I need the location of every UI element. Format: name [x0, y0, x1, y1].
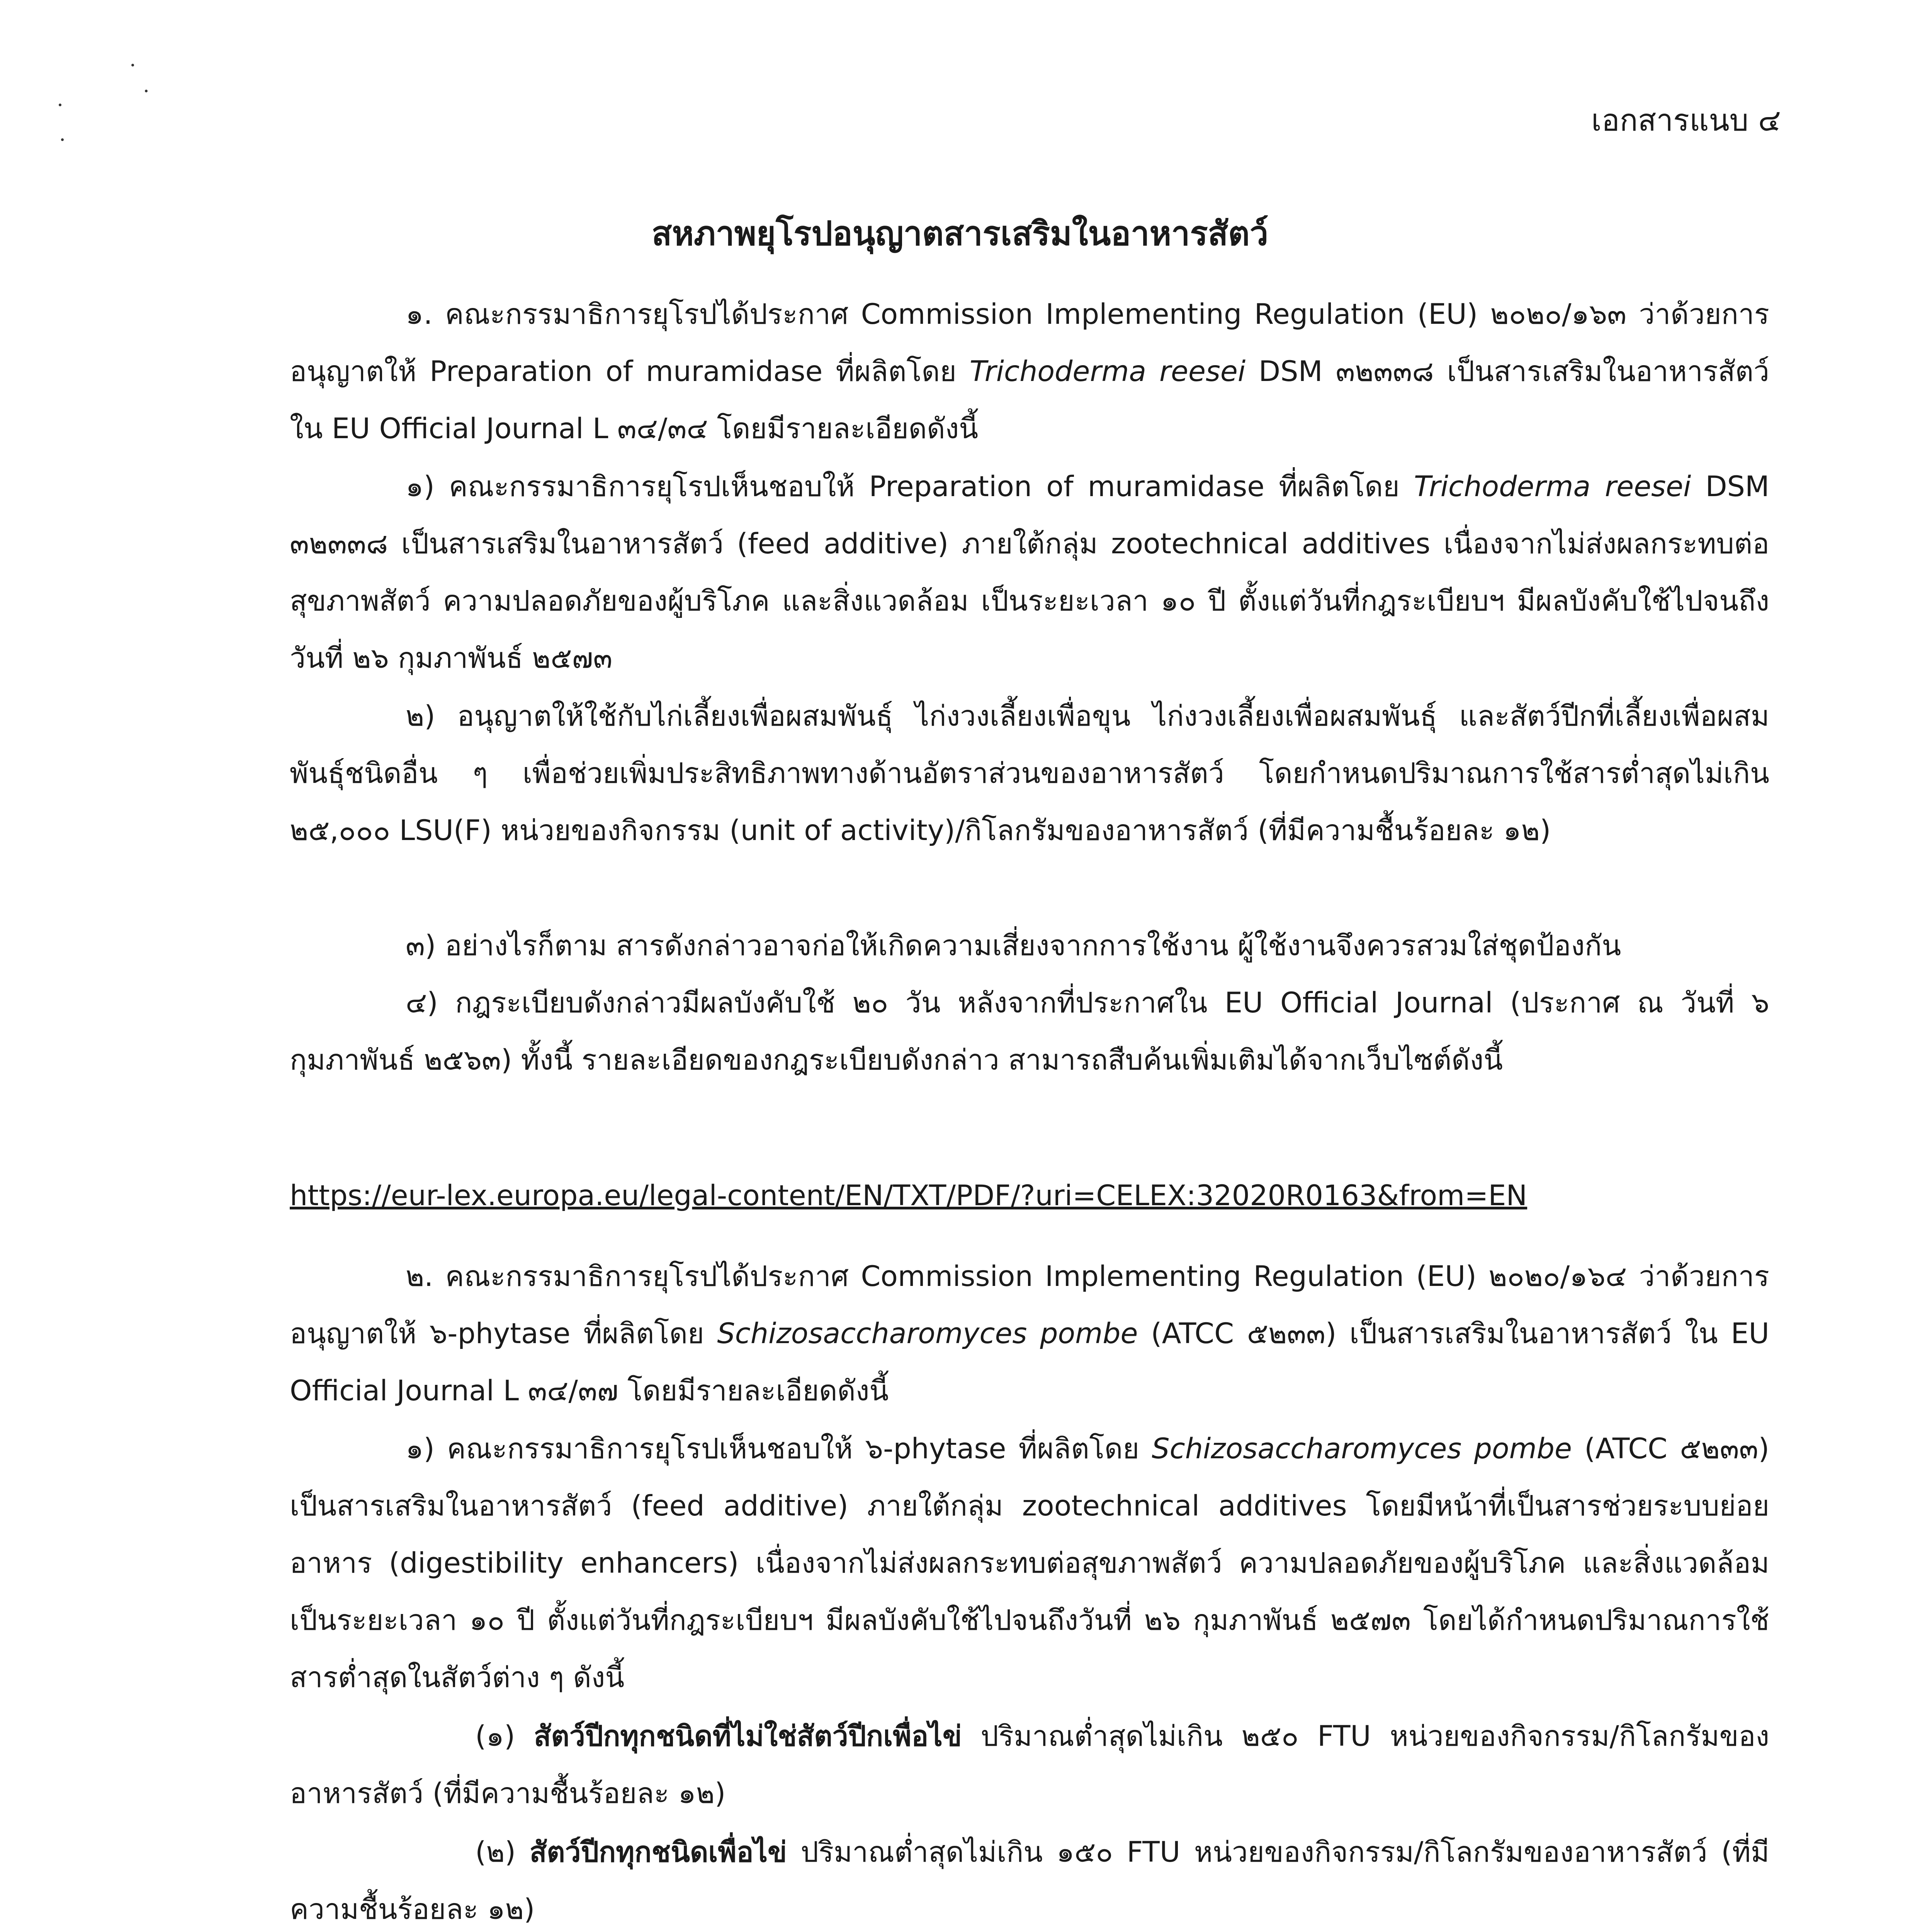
- dosage-text: ปริมาณต่ำสุดไม่เกิน ๑๕๐ FTU หน่วยของกิจกรรม/กิโลกรัมของอาหารสัตว์ (ที่มีความชื้นร้อยละ ๑๒): [290, 1836, 1769, 1926]
- annex-label: เอกสารแนบ ๔: [1591, 103, 1781, 138]
- species-name: Trichoderma reesei: [969, 355, 1246, 388]
- species-name: Schizosaccharomyces pombe: [717, 1317, 1138, 1350]
- animal-group: สัตว์ปีกทุกชนิดที่ไม่ใช่สัตว์ปีกเพื่อไข่: [534, 1720, 962, 1753]
- scan-speck: [131, 64, 134, 66]
- section2-item1-text: ๑) คณะกรรมาธิการยุโรปเห็นชอบให้ ๖-phytase ที่ผลิตโดย: [406, 1432, 1152, 1465]
- section2-intro-text: ๒. คณะกรรมาธิการยุโรปได้ประกาศ Commission Implementing Regulation (EU) ๒๐๒๐/๑๖๔ ว่าด้วยการอนุญาตให้ ๖-phytase ที่ผลิตโดย: [290, 1260, 1769, 1350]
- species-name: Schizosaccharomyces pombe: [1152, 1432, 1572, 1465]
- section1-item1-text-cont: DSM ๓๒๓๓๘ เป็นสารเสริมในอาหารสัตว์ (feed additive) ภายใต้กลุ่ม zootechnical additives เนื่องจากไม่ส่งผลกระทบต่อสุขภาพสัตว์ ความปลอดภัยของผู้บริโภค และสิ่งแวดล้อม เป็นระยะเวลา ๑๐ ปี ตั้งแต่วันที่กฎระเบียบฯ มีผลบังคับใช้ไปจนถึงวันที่ ๒๖ กุมภาพันธ์ ๒๕๗๓: [290, 470, 1769, 675]
- scan-speck: [61, 138, 64, 141]
- regulation-link[interactable]: https://eur-lex.europa.eu/legal-content/EN/TXT/PDF/?uri=CELEX:32020R0163&from=EN: [290, 1179, 1528, 1212]
- scan-speck: [59, 104, 61, 106]
- section1-item4: ๔) กฎระเบียบดังกล่าวมีผลบังคับใช้ ๒๐ วัน หลังจากที่ประกาศใน EU Official Journal (ประกาศ ณ วันที่ ๖ กุมภาพันธ์ ๒๕๖๓) ทั้งนี้ รายละเอียดของกฎระเบียบดังกล่าว สามารถสืบค้นเพิ่มเติมได้จากเว็บไซต์ดังนี้: [290, 986, 1769, 1077]
- section1-item2: ๒) อนุญาตให้ใช้กับไก่เลี้ยงเพื่อผสมพันธุ์ ไก่งวงเลี้ยงเพื่อขุน ไก่งวงเลี้ยงเพื่อผสมพันธุ์ และสัตว์ปีกที่เลี้ยงเพื่อผสมพันธุ์ชนิดอื่น ๆ เพื่อช่วยเพิ่มประสิทธิภาพทางด้านอัตราส่วนของอาหารสัตว์ โดยกำหนดปริมาณการใช้สารต่ำสุดไม่เกิน ๒๕,๐๐๐ LSU(F) หน่วยของกิจกรรม (unit of activity)/กิโลกรัมของอาหารสัตว์ (ที่มีความชื้นร้อยละ ๑๒): [290, 700, 1769, 847]
- dosage-item-2: [290, 1824, 1769, 1932]
- section1-item3: ๓) อย่างไรก็ตาม สารดังกล่าวอาจก่อให้เกิดความเสี่ยงจากการใช้งาน ผู้ใช้งานจึงควรสวมใส่ชุดป้องกัน: [406, 929, 1621, 962]
- section1-item1: [290, 458, 1769, 687]
- dosage-item-1: [290, 1708, 1769, 1822]
- dosage-number: (๑): [475, 1720, 534, 1753]
- section2-item1: [290, 1420, 1769, 1706]
- dosage-number: (๒): [475, 1836, 530, 1869]
- scan-speck: [145, 90, 148, 92]
- section1-item1-text: ๑) คณะกรรมาธิการยุโรปเห็นชอบให้ Preparation of muramidase ที่ผลิตโดย: [406, 470, 1414, 503]
- section1-intro-text-cont: DSM ๓๒๓๓๘ เป็นสารเสริมในอาหารสัตว์ ใน EU Official Journal L ๓๔/๓๔ โดยมีรายละเอียดดังนี้: [290, 355, 1769, 445]
- section2-intro-text-cont: (ATCC ๕๒๓๓) เป็นสารเสริมในอาหารสัตว์ ใน EU Official Journal L ๓๔/๓๗ โดยมีรายละเอียดดังนี้: [290, 1317, 1769, 1407]
- species-name: Trichoderma reesei: [1414, 470, 1691, 503]
- section1-intro-text: ๑. คณะกรรมาธิการยุโรปได้ประกาศ Commission Implementing Regulation (EU) ๒๐๒๐/๑๖๓ ว่าด้วยการอนุญาตให้ Preparation of muramidase ที่ผลิตโดย: [290, 298, 1769, 388]
- dosage-text: ปริมาณต่ำสุดไม่เกิน ๒๕๐ FTU หน่วยของกิจกรรม/กิโลกรัมของอาหารสัตว์ (ที่มีความชื้นร้อยละ ๑๒): [290, 1720, 1769, 1810]
- section1-intro: [290, 286, 1769, 457]
- page-title: สหภาพยุโรปอนุญาตสารเสริมในอาหารสัตว์: [651, 214, 1269, 253]
- section2-intro: [290, 1248, 1769, 1420]
- section2-item1-text-cont: (ATCC ๕๒๓๓) เป็นสารเสริมในอาหารสัตว์ (feed additive) ภายใต้กลุ่ม zootechnical additives โดยมีหน้าที่เป็นสารช่วยระบบย่อยอาหาร (digestibility enhancers) เนื่องจากไม่ส่งผลกระทบต่อสุขภาพสัตว์ ความปลอดภัยของผู้บริโภค และสิ่งแวดล้อม เป็นระยะเวลา ๑๐ ปี ตั้งแต่วันที่กฎระเบียบฯ มีผลบังคับใช้ไปจนถึงวันที่ ๒๖ กุมภาพันธ์ ๒๕๗๓ โดยได้กำหนดปริมาณการใช้สารต่ำสุดในสัตว์ต่าง ๆ ดังนี้: [290, 1432, 1769, 1694]
- animal-group: สัตว์ปีกทุกชนิดเพื่อไข่: [529, 1836, 787, 1869]
